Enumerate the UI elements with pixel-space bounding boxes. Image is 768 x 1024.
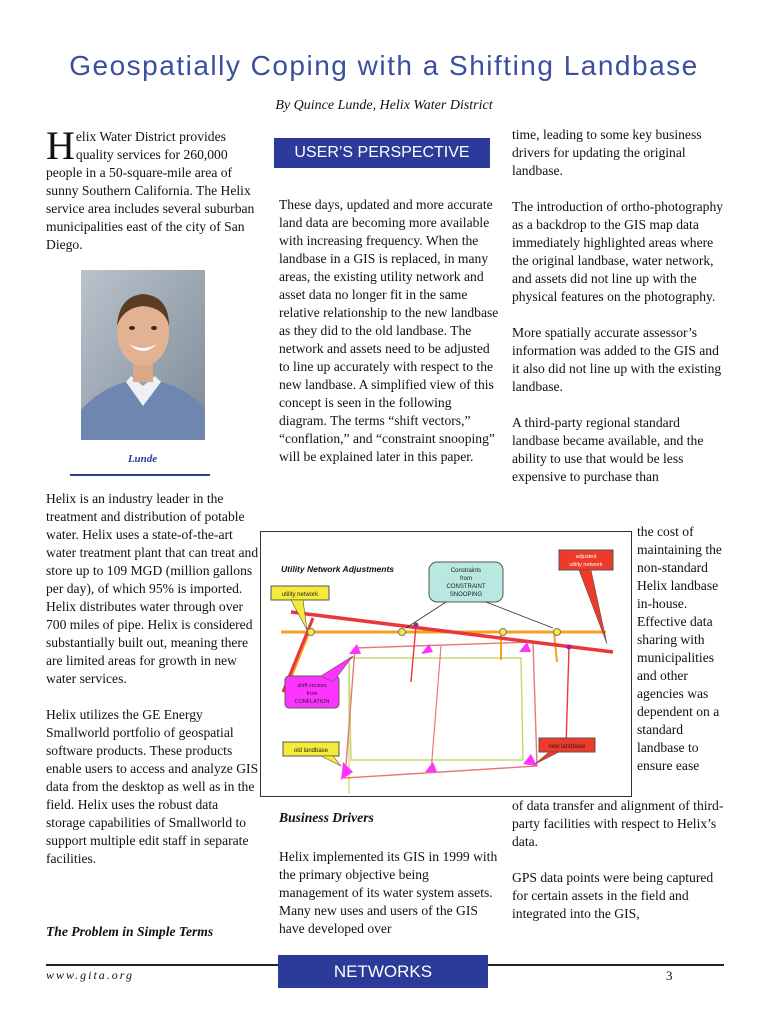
paragraph: of data transfer and alignment of third-party facilities with respect to Helix’s data. xyxy=(512,798,724,849)
subhead-business-drivers: Business Drivers xyxy=(279,810,374,825)
callout-shift-line: CONFLATION xyxy=(294,699,330,705)
paragraph: These days, updated and more accurate land data are becoming more available with increasing frequency. When the landbase in a GIS is replaced, in many areas, the existing utility network and asset data no longer fit in the same relative relationship to the new landbase as they did to the old landbase. The network and assets need to be adjusted to line up accurately with respect to the new landbase. A simplified view of this concept is seen in the following diagram. The terms “shift vectors,” “conflation,” and “constraint snooping” will be explained later in this paper. xyxy=(279,197,499,464)
page-number: 3 xyxy=(666,968,673,983)
new-landbase xyxy=(345,642,537,778)
column-3-bottom xyxy=(512,797,726,941)
author-photo xyxy=(81,270,205,440)
callout-shift-line: shift vectors xyxy=(297,683,327,689)
callout-adjusted-line: utility network xyxy=(569,562,603,568)
paragraph: Helix is an industry leader in the treatment and distribution of potable water. Helix uses a state-of-the-art water treatment plant that can treat and store up to 109 MGD (million gallons per day), of which 95% is imported. Helix distributes water through over 700 miles of pipe. Helix is considered substantially built out, meaning there are limited areas for growth in new water services. xyxy=(46,491,259,686)
column-3-body xyxy=(512,126,726,504)
callout-constraints-line: CONSTRAINT xyxy=(446,584,486,590)
subhead-problem: The Problem in Simple Terms xyxy=(46,924,214,939)
section-banner: USER’S PERSPECTIVE xyxy=(274,138,490,168)
intro-paragraph: elix Water District provides quality services for 260,000 people in a 50-square-mile area of sunny Southern California. The Helix service area includes several suburban municipalities east of the city of San Diego. xyxy=(46,129,255,252)
paragraph: time, leading to some key business drivers for updating the original landbase. xyxy=(512,127,702,178)
caption-rule xyxy=(70,474,210,476)
callout-constraints-line: Constraints xyxy=(450,568,482,574)
callout-utility-network: utility network xyxy=(281,592,319,598)
utility-network-diagram xyxy=(260,531,632,797)
paragraph: the cost of maintaining the non-standard Helix landbase in-house. Effective data sharing with municipalities and other agencies was dependent on a standard landbase to ensure ease xyxy=(637,524,722,773)
column-2-continued xyxy=(279,848,499,956)
paragraph: More spatially accurate assessor’s information was added to the GIS and it also did not line up with the existing landbase. xyxy=(512,325,722,394)
photo-caption: Lunde xyxy=(127,453,158,465)
paragraph: Helix utilizes the GE Energy Smallworld portfolio of geospatial software products. These products enable users to access and analyze GIS data from the desktop as well as in the field. Helix uses the robust data storage capabilities of Smallworld to support multiple edit staff in separate facilities. xyxy=(46,707,259,866)
callout-adjusted-line: adjusted xyxy=(575,554,597,560)
callout-old-landbase: old landbase xyxy=(293,748,329,754)
footer-section-banner: NETWORKS xyxy=(278,955,488,988)
column-3-wrap xyxy=(637,523,725,793)
paragraph: GPS data points were being captured for certain assets in the field and integrated into the GIS, xyxy=(512,870,714,921)
drop-cap: H xyxy=(46,123,75,168)
paragraph: The introduction of ortho-photography as a backdrop to the GIS map data immediately highlighted areas where the original landbase, water network, and assets did not line up with the physical features on the photography. xyxy=(512,199,724,304)
footer-url: www.gita.org xyxy=(46,968,135,982)
column-1-body xyxy=(46,490,260,886)
column-1-intro xyxy=(46,123,256,254)
article-title: Geospatially Coping with a Shifting Landbase xyxy=(69,50,699,81)
shift-vector-arrow xyxy=(349,644,361,654)
callout-constraints-line: from xyxy=(460,576,472,582)
column-2-body xyxy=(279,196,499,484)
callout-constraints-line: SNOOPING xyxy=(449,592,483,598)
paragraph: Helix implemented its GIS in 1999 with the primary objective being management of its water system assets. Many new uses and users of the GIS have developed over xyxy=(279,849,498,936)
byline: By Quince Lunde, Helix Water District xyxy=(275,98,493,113)
diagram-title: Utility Network Adjustments xyxy=(281,564,395,574)
paragraph: A third-party regional standard landbase became available, and the ability to use that would be less expensive to purchase than xyxy=(512,415,704,484)
callout-new-landbase: new landbase xyxy=(548,744,586,750)
callout-shift-line: from xyxy=(306,691,318,697)
